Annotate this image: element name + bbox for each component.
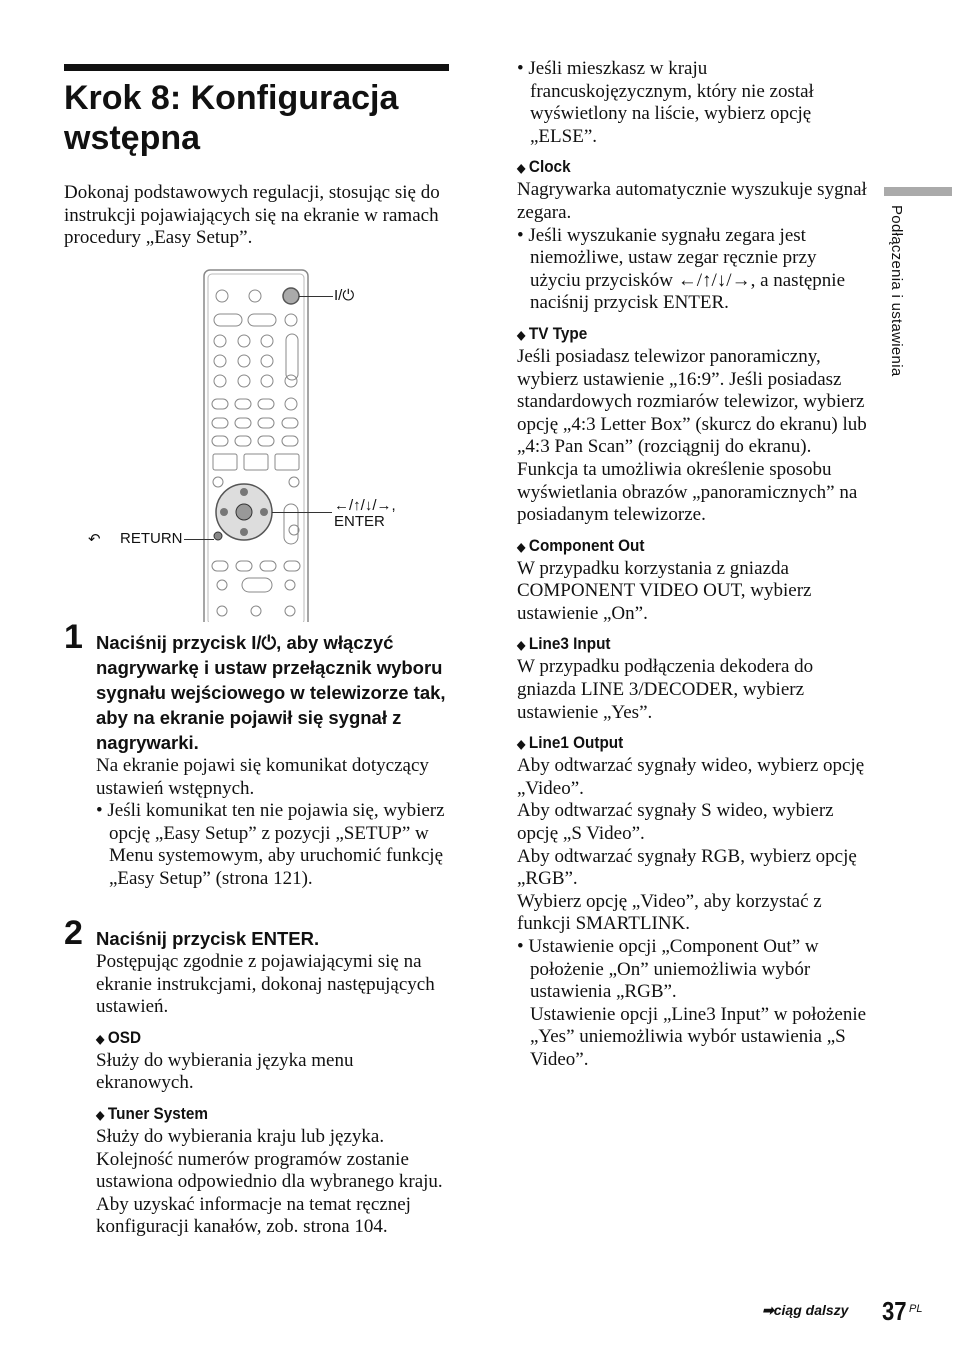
line1-text-1: Aby odtwarzać sygnały wideo, wybierz opcję „Video”. (517, 755, 865, 799)
component-header: ◆ Component Out (517, 535, 645, 555)
return-leader-line (184, 539, 214, 540)
power-label: I/⏻ (334, 287, 355, 304)
return-icon: ↶ (88, 531, 101, 548)
tuner-text-1: Służy do wybierania kraju lub języka. Kolejność numerów programów zostanie ustawiona odpowiednio dla wybranego kraju. (96, 1125, 443, 1193)
osd-header: ◆ OSD (96, 1027, 142, 1047)
enter-label: ENTER (334, 513, 385, 530)
line1-text-3: Aby odtwarzać sygnały RGB, wybierz opcję „RGB”. (517, 845, 857, 890)
clock-header: ◆ Clock (517, 157, 571, 177)
page-number: 37 (882, 1296, 907, 1326)
page-suffix: PL (909, 1303, 923, 1315)
step-1-number: 1 (64, 618, 83, 656)
osd-text: Służy do wybierania języka menu ekranowych. (96, 1049, 354, 1094)
page-title: Krok 8: Konfiguracja wstępna (64, 79, 399, 157)
arrows-leader-line (272, 512, 332, 513)
clock-text: Nagrywarka automatycznie wyszukuje sygnał zegara. (517, 179, 867, 223)
tuner-bullet: • Jeśli mieszkasz w kraju francuskojęzycznym, który nie został wyświetlony na liście, wybierz opcję „ELSE”. (517, 58, 814, 147)
line3-header: ◆ Line3 Input (517, 634, 611, 654)
line3-text: W przypadku podłączenia dekodera do gniazda LINE 3/DECODER, wybierz ustawienie „Yes”. (517, 656, 814, 723)
sidebar-section-label: Podłączenia i ustawienia (888, 205, 905, 377)
arrows-label: ←/↑/↓/→, (334, 497, 396, 514)
line1-bullet-2: Ustawienie opcji „Line3 Input” w położenie „Yes” uniemożliwia wybór ustawienia „S Video”. (530, 1003, 867, 1070)
title-rule (64, 64, 449, 71)
line1-text-4: Wybierz opcję „Video”, aby korzystać z funkcji SMARTLINK. (517, 890, 822, 935)
arrow-right-icon: ➡ (762, 1302, 774, 1318)
intro-text: Dokonaj podstawowych regulacji, stosując się do instrukcji pojawiających się na ekranie w ramach procedury „Easy Setup”. (64, 182, 440, 249)
tuner-text-2: Aby uzyskać informacje na temat ręcznej konfiguracji kanałów, zob. strona 104. (96, 1193, 411, 1238)
tvtype-header: ◆ TV Type (517, 323, 588, 343)
step-1 (96, 630, 446, 891)
continued-label: ➡ciąg dalszy (762, 1302, 849, 1318)
step-2 (96, 926, 450, 1239)
step-2-number: 2 (64, 914, 83, 952)
line1-bullet-1: • Ustawienie opcji „Component Out” w położenie „On” uniemożliwia wybór ustawienia „RGB”. (517, 936, 819, 1003)
sidebar-tab-marker (884, 187, 952, 196)
remote-control-figure (200, 268, 312, 622)
power-leader-line (299, 296, 333, 297)
line1-text-2: Aby odtwarzać sygnały S wideo, wybierz opcję „S Video”. (517, 800, 834, 845)
return-label: RETURN (120, 530, 183, 547)
component-text: W przypadku korzystania z gniazda COMPONENT VIDEO OUT, wybierz ustawienie „On”. (517, 557, 812, 624)
step-2-title: Naciśnij przycisk ENTER. (96, 928, 320, 949)
step-1-text: Na ekranie pojawi się komunikat dotyczący ustawień wstępnych. (96, 755, 429, 799)
right-column (517, 58, 869, 1072)
tvtype-text: Jeśli posiadasz telewizor panoramiczny, wybierz ustawienie „16:9”. Jeśli posiadasz standardowych rozmiarów telewizor, wybierz opcję „4:3 Letter Box” (skurcz do ekranu) lub „4:3 Pan Scan” (rozciągnij do ekranu). Funkcja ta umożliwia określenie sposobu wyświetlania obrazów „panoramicznych” na posiadanym telewizorze. (517, 345, 867, 526)
step-2-text: Postępując zgodnie z pojawiającymi się na ekranie instrukcjami, dokonaj następujących ustawień. (96, 951, 435, 1018)
step-1-bullet: • Jeśli komunikat ten nie pojawia się, wybierz opcję „Easy Setup” z pozycji „SETUP” w Menu systemowym, aby uruchomić funkcję „Easy Setup” (strona 121). (96, 800, 445, 889)
tuner-header: ◆ Tuner System (96, 1103, 208, 1123)
step-1-title: Naciśnij przycisk I/⏻, aby włączyć nagrywarkę i ustaw przełącznik wyboru sygnału wejściowego w telewizorze tak, aby na ekranie pojawił się sygnał z nagrywarki. (96, 632, 446, 753)
clock-bullet: • Jeśli wyszukanie sygnału zegara jest niemożliwe, ustaw zegar ręcznie przy użyciu przycisków ←/↑/↓/→, a następnie naciśnij przycisk ENTER. (517, 224, 846, 314)
line1-header: ◆ Line1 Output (517, 733, 624, 753)
